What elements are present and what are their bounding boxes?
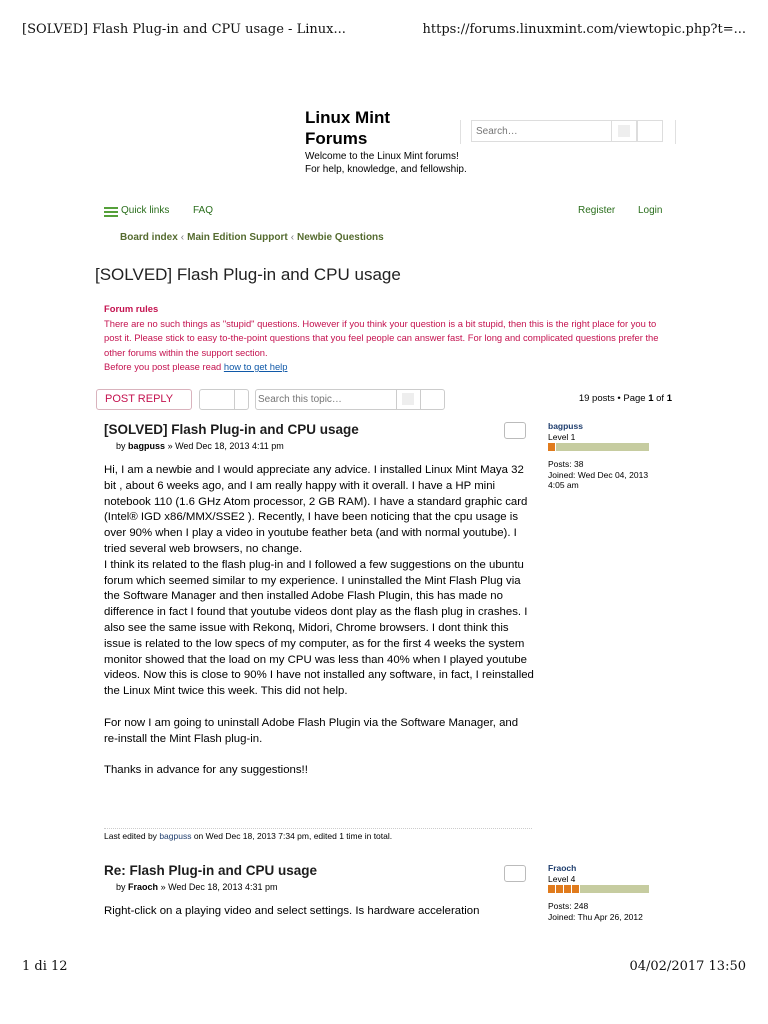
site-description — [305, 150, 505, 176]
post-author-link[interactable]: Fraoch — [128, 882, 159, 892]
profile-posts: Posts: 38 — [548, 459, 584, 469]
login-link[interactable]: Login — [638, 205, 663, 216]
breadcrumb-separator: ‹ — [180, 232, 185, 243]
post-title[interactable]: [SOLVED] Flash Plug-in and CPU usage — [104, 422, 359, 437]
profile-posts: Posts: 248 — [548, 901, 589, 911]
register-link[interactable]: Register — [578, 205, 616, 216]
how-to-get-help-link[interactable]: how to get help — [223, 361, 288, 372]
breadcrumb-newbie-questions[interactable]: Newbie Questions — [297, 232, 384, 243]
forum-rules-help — [104, 360, 664, 375]
edited-by-link[interactable]: bagpuss — [159, 831, 192, 841]
current-page: 1 — [648, 393, 654, 404]
rank-segment — [556, 885, 564, 893]
post-date: » Wed Dec 18, 2013 4:31 pm — [160, 882, 278, 892]
breadcrumb — [120, 232, 384, 243]
print-header-url: https://forums.linuxmint.com/viewtopic.php?t=... — [422, 22, 746, 37]
post-count: 19 posts — [578, 393, 615, 404]
post-meta: by Fraoch » Wed Dec 18, 2013 4:31 pm — [116, 882, 278, 892]
menu-icon — [104, 207, 118, 216]
topic-search — [255, 389, 445, 410]
site-desc-line2: For help, knowledge, and fellowship. — [305, 164, 467, 175]
post-meta: by bagpuss » Wed Dec 18, 2013 4:11 pm — [116, 441, 284, 451]
profile-joined: Joined: Wed Dec 04, 2013 4:05 am — [548, 469, 649, 490]
profile-rank: Level 1 — [548, 431, 576, 442]
post-profile — [548, 421, 658, 491]
print-footer-page: 1 di 12 — [22, 959, 68, 974]
forum-rules — [104, 302, 664, 375]
forum-rules-text: There are no such things as "stupid" questions. However if you think your question is a bit stupid, then this is the right place for you to post it. Please stick to easy to-the-point questions that you feel people can answer fast. For long and complicated questions prefer the other forums within the support section. — [104, 317, 659, 358]
post-profile — [548, 863, 658, 922]
topic-search-button[interactable] — [396, 390, 420, 409]
breadcrumb-board-index[interactable]: Board index — [120, 232, 178, 243]
site-search — [460, 120, 676, 144]
dropdown-divider — [234, 390, 235, 409]
topic-title[interactable]: [SOLVED] Flash Plug-in and CPU usage — [95, 265, 401, 284]
print-header-title: [SOLVED] Flash Plug-in and CPU usage - Linux... — [22, 22, 346, 37]
rank-segment — [548, 885, 556, 893]
site-title-line2: Forums — [305, 129, 368, 148]
profile-rank: Level 4 — [548, 873, 576, 884]
search-input[interactable] — [471, 120, 611, 142]
faq-link[interactable]: FAQ — [193, 205, 214, 216]
profile-username[interactable]: Fraoch — [548, 863, 577, 873]
post-reply-button[interactable]: POST REPLY — [96, 389, 192, 410]
rank-segment — [548, 443, 556, 451]
print-footer-datetime: 04/02/2017 13:50 — [629, 959, 746, 974]
breadcrumb-main-edition-support[interactable]: Main Edition Support — [187, 232, 288, 243]
profile-joined: Joined: Thu Apr 26, 2012 — [548, 911, 643, 922]
topic-search-input[interactable] — [258, 391, 394, 408]
site-title[interactable] — [305, 107, 455, 149]
print-footer — [22, 959, 746, 977]
quote-button[interactable] — [504, 865, 526, 882]
rank-segment — [572, 885, 580, 893]
breadcrumb-separator: ‹ — [290, 232, 295, 243]
site-desc-line1: Welcome to the Linux Mint forums! — [305, 151, 459, 162]
print-header — [22, 22, 746, 40]
profile-username[interactable]: bagpuss — [548, 421, 583, 431]
search-icon — [618, 125, 630, 137]
quick-links-link[interactable]: Quick links — [121, 205, 170, 216]
post-date: » Wed Dec 18, 2013 4:11 pm — [167, 441, 284, 451]
advanced-search-button[interactable] — [637, 120, 663, 142]
search-icon — [402, 393, 414, 405]
forum-rules-help-prefix: Before you post please read — [104, 361, 222, 372]
navbar — [104, 205, 666, 219]
rank-segment — [564, 885, 572, 893]
pagination: 19 posts • Page 1 of 1 — [578, 393, 672, 404]
rank-bar — [548, 443, 649, 451]
search-button[interactable] — [611, 120, 637, 142]
quote-button[interactable] — [504, 422, 526, 439]
post-body: Right-click on a playing video and select settings. Is hardware acceleration — [104, 905, 480, 917]
post-edit-notice: Last edited by bagpuss on Wed Dec 18, 2013 7:34 pm, edited 1 time in total. — [104, 828, 532, 841]
total-pages: 1 — [666, 393, 672, 404]
forum-rules-title: Forum rules — [104, 303, 159, 314]
topic-search-advanced-button[interactable] — [420, 390, 444, 409]
post-body: Hi, I am a newbie and I would appreciate any advice. I installed Linux Mint Maya 32 bit , about 6 weeks ago, and I am really happy with it overall. I have a HP mini notebook 110 (1.6 GHz Atom processor, 2 GB RAM). I have a standard graphic card (Intel® IGD x86/MMX/SSE2 ). Recently, I have been noticing that the cpu usage is over 90% when I play a video in youtube feather beta (and with normal youtube). I tried several web browsers, no change. I think its related to the flash plug-in and I followed a few suggestions on the ubuntu forum which seemed similar to my experience. I uninstalled the Mint Flash Plug via the Software Manager and then installed Adobe Flash Plugin, this has made no difference in fact I found that youtube videos dont play as the flash plug in crashes. I also see the same issue with Rekonq, Midori, Chrome browsers. I dont think this issue is related to the low specs of my computer, as for the first 4 weeks the system monitor showed that the load on my CPU was less than 40% when I played youtube videos. Now this is close to 90% I have not installed any software, in fact, I reinstalled the Linux Mint twice this week. This did not help. For now I am going to uninstall Adobe Flash Plugin via the Software Manager, and re-install the Mint Flash plug-in. Thanks in advance for any suggestions!! — [104, 464, 534, 777]
post-author-link[interactable]: bagpuss — [128, 441, 166, 451]
topic-tools-button[interactable] — [199, 389, 249, 410]
site-title-line1: Linux Mint — [305, 108, 390, 127]
rank-bar — [548, 885, 649, 893]
post-title[interactable]: Re: Flash Plug-in and CPU usage — [104, 863, 318, 878]
